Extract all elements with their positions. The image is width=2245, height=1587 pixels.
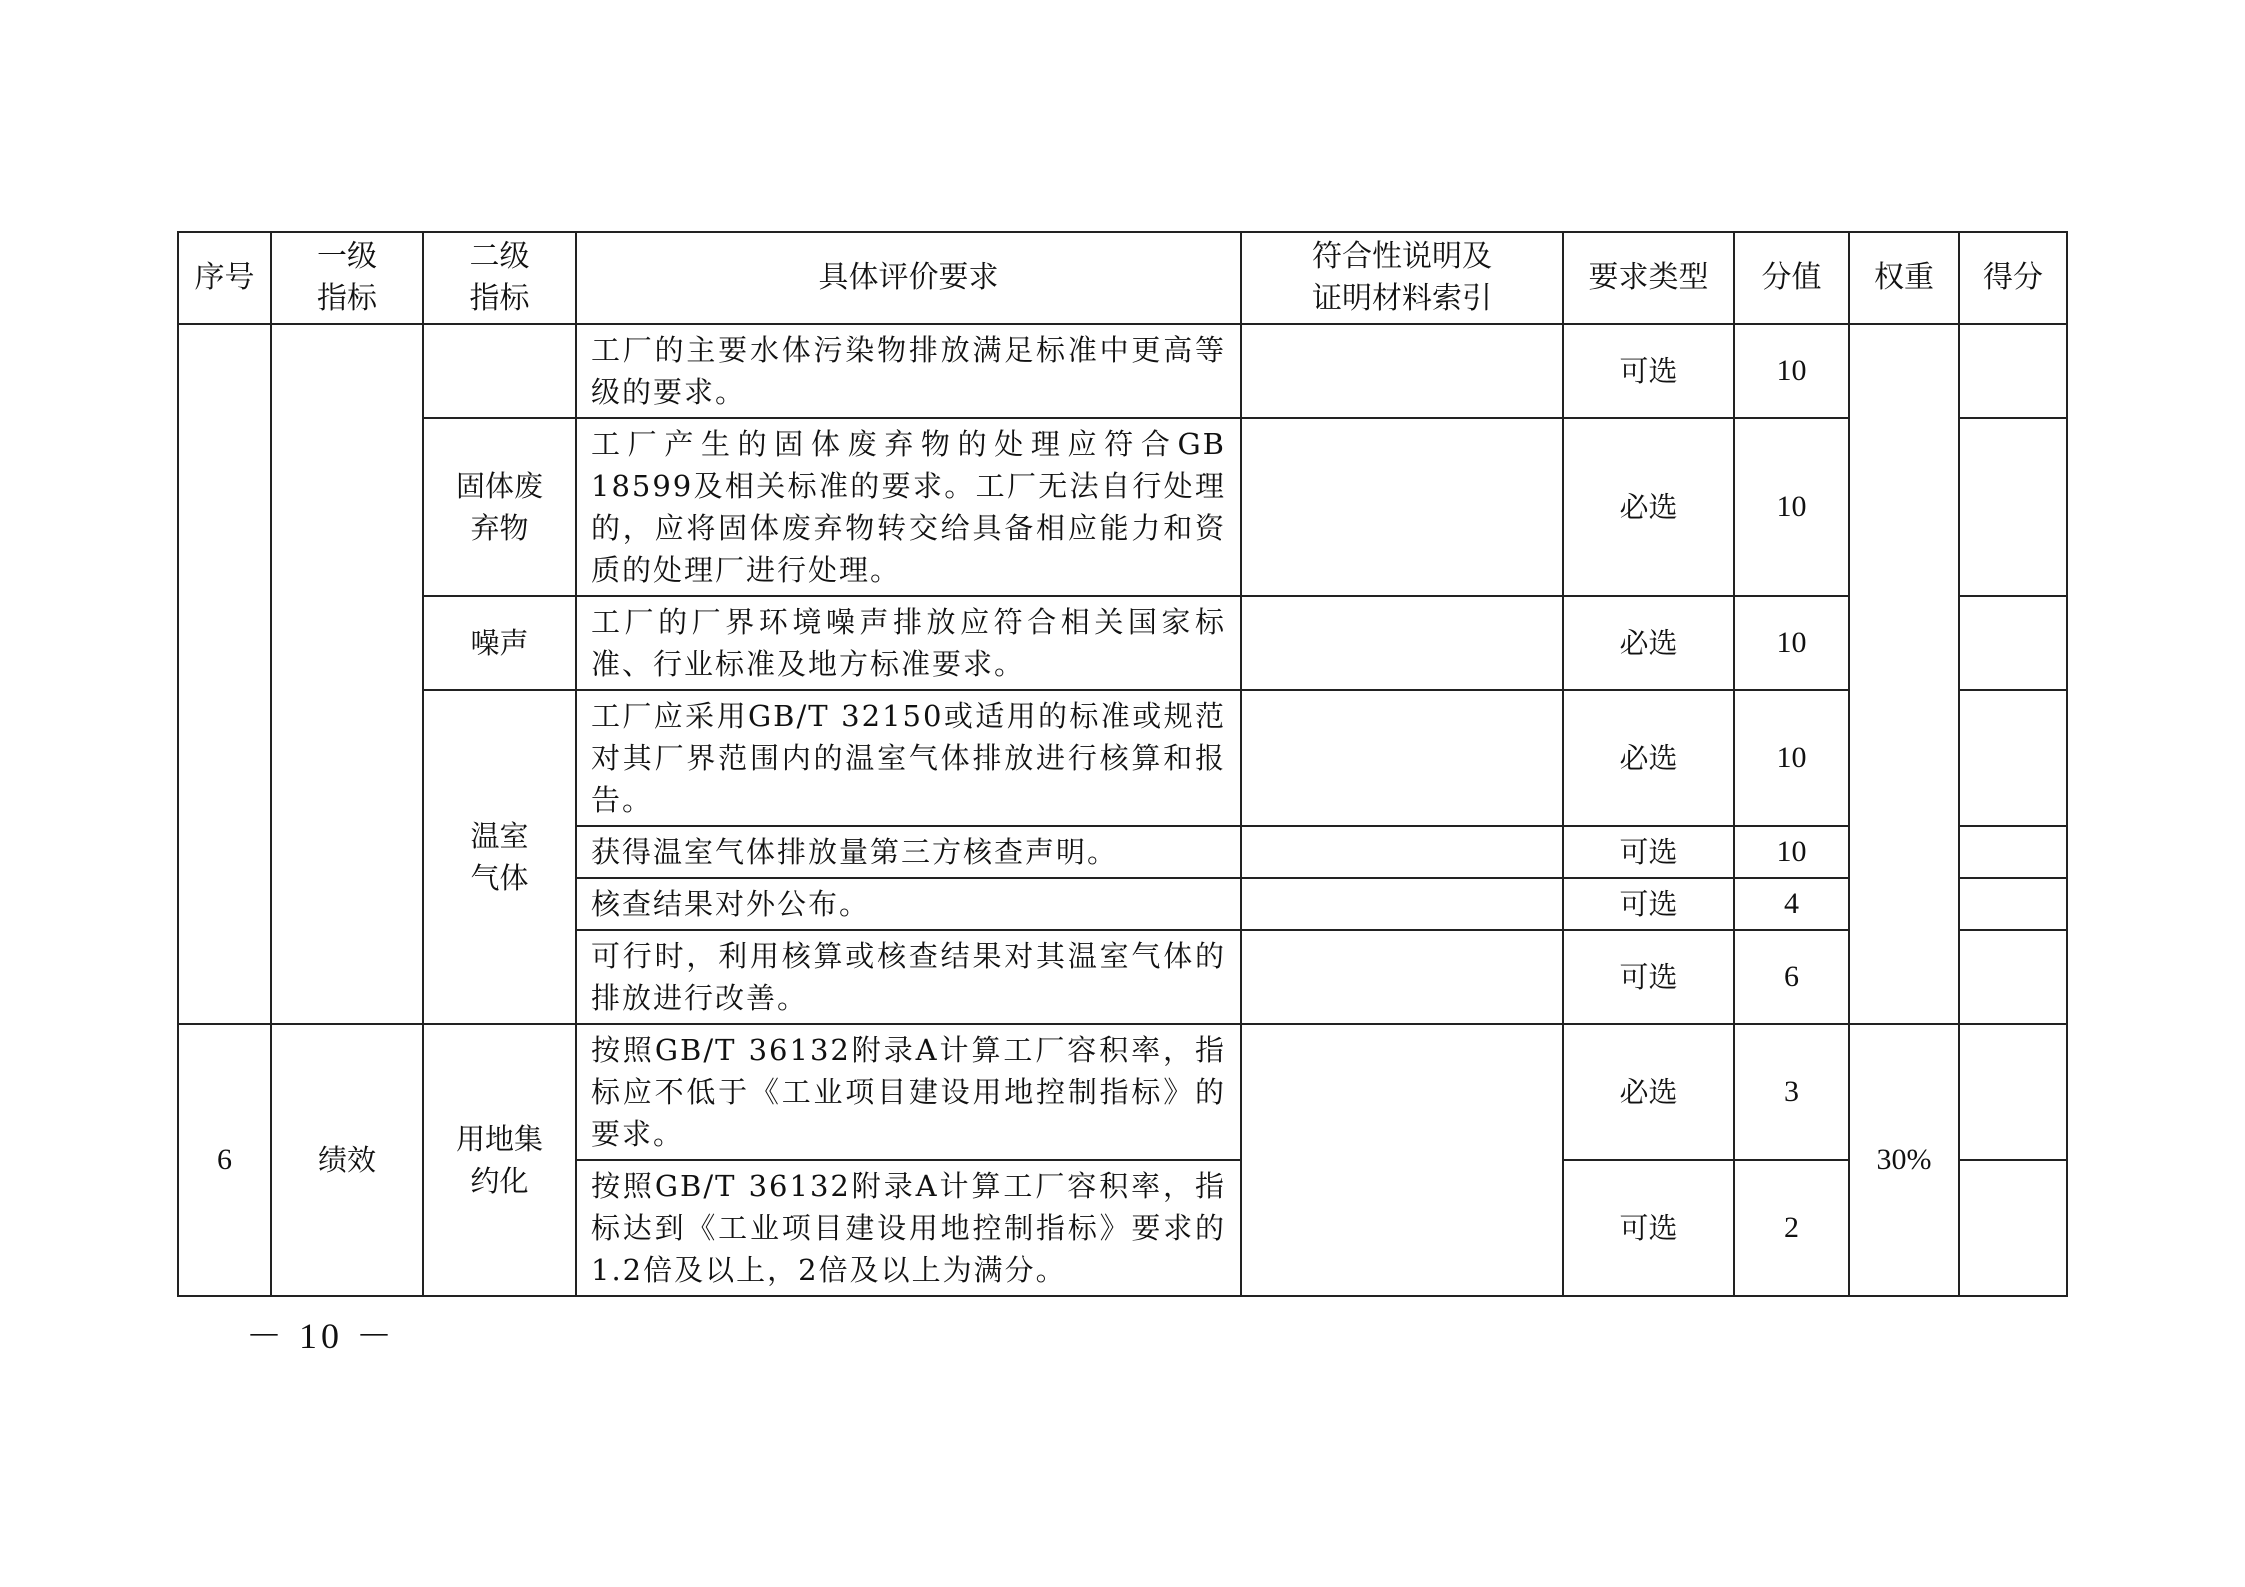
level1-performance: 绩效 [271,1024,423,1296]
header-weight: 权重 [1849,232,1959,324]
level2-noise: 噪声 [423,596,576,690]
requirement-cell: 可行时，利用核算或核查结果对其温室气体的排放进行改善。 [576,930,1241,1024]
evaluation-table [177,231,2068,1297]
requirement-cell: 按照GB/T 36132附录A计算工厂容积率，指标应不低于《工业项目建设用地控制指标》的要求。 [576,1024,1241,1160]
level2-ghg: 温室 气体 [423,690,576,1024]
type-cell: 可选 [1563,324,1734,418]
weight-cell-empty [1849,324,1959,1024]
table-row [178,1024,2067,1160]
header-requirement: 具体评价要求 [576,232,1241,324]
score-cell: 10 [1734,826,1849,878]
score-cell: 3 [1734,1024,1849,1160]
score-cell: 2 [1734,1160,1849,1296]
score-cell: 10 [1734,596,1849,690]
score-cell: 10 [1734,324,1849,418]
header-conformity: 符合性说明及 证明材料索引 [1241,232,1563,324]
requirement-cell: 获得温室气体排放量第三方核查声明。 [576,826,1241,878]
got-cell[interactable] [1959,930,2067,1024]
got-cell[interactable] [1959,690,2067,826]
level2-land-use: 用地集 约化 [423,1024,576,1296]
table-header-row [178,232,2067,324]
got-cell[interactable] [1959,1024,2067,1160]
level1-cell-empty [271,324,423,1024]
type-cell: 必选 [1563,596,1734,690]
type-cell: 可选 [1563,826,1734,878]
conformity-cell[interactable] [1241,1024,1563,1296]
requirement-cell: 工厂产生的固体废弃物的处理应符合GB 18599及相关标准的要求。工厂无法自行处理的，应将固体废弃物转交给具备相应能力和资质的处理厂进行处理。 [576,418,1241,596]
conformity-cell[interactable] [1241,596,1563,690]
got-cell[interactable] [1959,878,2067,930]
score-cell: 10 [1734,690,1849,826]
header-type: 要求类型 [1563,232,1734,324]
type-cell: 可选 [1563,1160,1734,1296]
type-cell: 必选 [1563,1024,1734,1160]
weight-cell: 30% [1849,1024,1959,1296]
conformity-cell[interactable] [1241,690,1563,826]
evaluation-table-container [177,231,2066,1297]
header-got: 得分 [1959,232,2067,324]
score-cell: 10 [1734,418,1849,596]
type-cell: 可选 [1563,878,1734,930]
requirement-cell: 核查结果对外公布。 [576,878,1241,930]
level2-cell-empty [423,324,576,418]
table-row [178,418,2067,596]
table-row [178,690,2067,826]
got-cell[interactable] [1959,826,2067,878]
conformity-cell[interactable] [1241,418,1563,596]
type-cell: 必选 [1563,418,1734,596]
got-cell[interactable] [1959,418,2067,596]
got-cell[interactable] [1959,596,2067,690]
table-row [178,324,2067,418]
header-score: 分值 [1734,232,1849,324]
score-cell: 6 [1734,930,1849,1024]
type-cell: 必选 [1563,690,1734,826]
got-cell[interactable] [1959,1160,2067,1296]
seq-cell: 6 [178,1024,271,1296]
requirement-cell: 工厂应采用GB/T 32150或适用的标准或规范对其厂界范围内的温室气体排放进行核算和报告。 [576,690,1241,826]
header-seq: 序号 [178,232,271,324]
requirement-cell: 工厂的主要水体污染物排放满足标准中更高等级的要求。 [576,324,1241,418]
level2-solid-waste: 固体废 弃物 [423,418,576,596]
requirement-cell: 工厂的厂界环境噪声排放应符合相关国家标准、行业标准及地方标准要求。 [576,596,1241,690]
conformity-cell[interactable] [1241,826,1563,878]
header-level1: 一级 指标 [271,232,423,324]
got-cell[interactable] [1959,324,2067,418]
seq-cell-empty [178,324,271,1024]
conformity-cell[interactable] [1241,878,1563,930]
conformity-cell[interactable] [1241,930,1563,1024]
table-row [178,596,2067,690]
page-number: － 10 － [246,1316,397,1356]
conformity-cell[interactable] [1241,324,1563,418]
requirement-cell: 按照GB/T 36132附录A计算工厂容积率，指标达到《工业项目建设用地控制指标》要求的1.2倍及以上，2倍及以上为满分。 [576,1160,1241,1296]
score-cell: 4 [1734,878,1849,930]
header-level2: 二级 指标 [423,232,576,324]
type-cell: 可选 [1563,930,1734,1024]
